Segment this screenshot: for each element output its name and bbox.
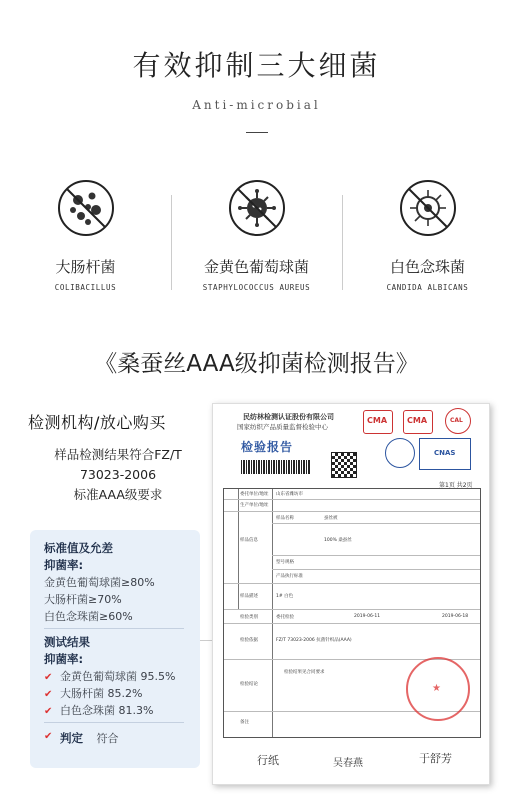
column-divider [171, 195, 172, 290]
doc-row-label: 生产单位/地址 [240, 503, 269, 508]
doc-row-label: 样品名称 [276, 516, 294, 521]
test-item-text: 大肠杆菌 85.2% [60, 687, 143, 700]
cma-cert-icon: CMA [403, 410, 433, 434]
panel-divider [44, 722, 184, 723]
test-item-text: 金黄色葡萄球菌 95.5% [60, 670, 176, 683]
check-icon: ✔ [44, 731, 53, 742]
page-subtitle: Anti-microbial [192, 98, 321, 112]
candida-cell-icon [398, 178, 458, 238]
doc-row-value: 检验结果见合同要求 [284, 670, 325, 675]
verdict-row [44, 730, 119, 746]
result-summary [28, 445, 208, 505]
check-icon: ✔ [44, 706, 53, 717]
doc-signature: 行纸 [257, 754, 279, 767]
result-line: 标准AAA级要求 [73, 487, 163, 502]
standard-item: 金黄色葡萄球菌≥80% [44, 576, 155, 589]
microbe-colibacillus [0, 178, 171, 292]
microbe-cn-label: 金黄色葡萄球菌 [203, 258, 309, 276]
red-seal-stamp: ★ [406, 657, 470, 721]
standard-item: 白色念珠菌≥60% [44, 610, 133, 623]
doc-date: 2019-06-18 [442, 614, 469, 619]
doc-signature: 于舒芳 [419, 752, 452, 765]
standard-item: 大肠杆菌≥70% [44, 593, 122, 606]
doc-row-label: 检验类别 [240, 615, 258, 620]
report-heading: 《桑蚕丝AAA级抑菌检测报告》 [94, 351, 419, 377]
microbe-icons-row [0, 178, 513, 298]
doc-date: 2019-06-11 [354, 614, 381, 619]
doc-table [223, 488, 481, 738]
microbe-en-label: CANDIDA ALBICANS [386, 283, 469, 292]
microbe-cn-label: 大肠杆菌 [55, 258, 116, 276]
rate-heading: 抑菌率: [44, 558, 84, 572]
panel-divider [44, 628, 184, 629]
institution-block [28, 410, 208, 505]
standard-heading: 标准值及允差 [44, 541, 113, 555]
institution-title: 检测机构/放心购买 [28, 413, 166, 432]
result-line: 样品检测结果符合FZ/T [54, 447, 182, 462]
doc-row-value: 100% 桑蚕丝 [324, 538, 352, 543]
microbe-en-label: STAPHYLOCOCCUS AUREUS [202, 283, 311, 292]
report-document [212, 403, 490, 785]
microbe-staphylococcus [171, 178, 342, 292]
cal-cert-icon: CAL [445, 408, 471, 434]
column-divider [342, 195, 343, 290]
doc-row-label: 检验依据 [240, 638, 258, 643]
check-icon: ✔ [44, 689, 53, 700]
doc-page-info: 第1页 共2页 [439, 482, 473, 489]
test-item [44, 702, 175, 719]
bacteria-dots-icon [56, 178, 116, 238]
qr-code-icon [331, 452, 357, 478]
microbe-candida [342, 178, 513, 292]
verdict-value: 符合 [96, 732, 119, 745]
barcode-icon [241, 460, 311, 474]
doc-row-value: 蚕丝被 [324, 516, 338, 521]
page-title: 有效抑制三大细菌 [132, 49, 381, 82]
microbe-en-label: COLIBACILLUS [54, 283, 117, 292]
doc-row-value: FZ/T 73023-2006 抗菌针织品(AAA) [276, 638, 352, 643]
doc-org-line1: 民纺林检测认证股份有限公司 [243, 413, 334, 421]
test-item [44, 668, 175, 685]
doc-row-label: 样品描述 [240, 594, 258, 599]
globe-cert-icon [385, 438, 415, 468]
result-line: 73023-2006 [79, 467, 157, 482]
test-item [44, 685, 175, 702]
doc-row-value: 1# 白色 [276, 594, 294, 599]
title-divider [246, 132, 268, 133]
doc-row-label: 备注 [240, 720, 249, 725]
doc-row-value: 委托检验 [276, 615, 294, 620]
doc-signature: 吴春燕 [333, 758, 363, 769]
doc-org-line2: 国家纺织产品质量监督检验中心 [237, 423, 328, 431]
doc-row-label: 检验结论 [240, 682, 258, 687]
check-icon: ✔ [44, 672, 53, 683]
doc-row-label: 委托单位/地址 [240, 492, 269, 497]
doc-report-title: 检验报告 [241, 440, 294, 454]
doc-row-label: 产品执行标准 [276, 574, 303, 579]
cnas-cert-icon: CNAS [419, 438, 471, 470]
test-item-text: 白色念珠菌 81.3% [60, 704, 154, 717]
microbe-cn-label: 白色念珠菌 [389, 258, 465, 276]
verdict-label: 判定 [60, 731, 83, 745]
standard-panel [30, 530, 200, 768]
doc-row-value: 山东省潍坊市 [276, 492, 303, 497]
staph-virus-icon [227, 178, 287, 238]
doc-row-label: 型号规格 [276, 560, 294, 565]
doc-row-label: 样品信息 [240, 538, 258, 543]
test-heading: 测试结果 [44, 635, 90, 649]
test-rate-heading: 抑菌率: [44, 652, 84, 666]
cma-cert-icon: CMA [363, 410, 393, 434]
